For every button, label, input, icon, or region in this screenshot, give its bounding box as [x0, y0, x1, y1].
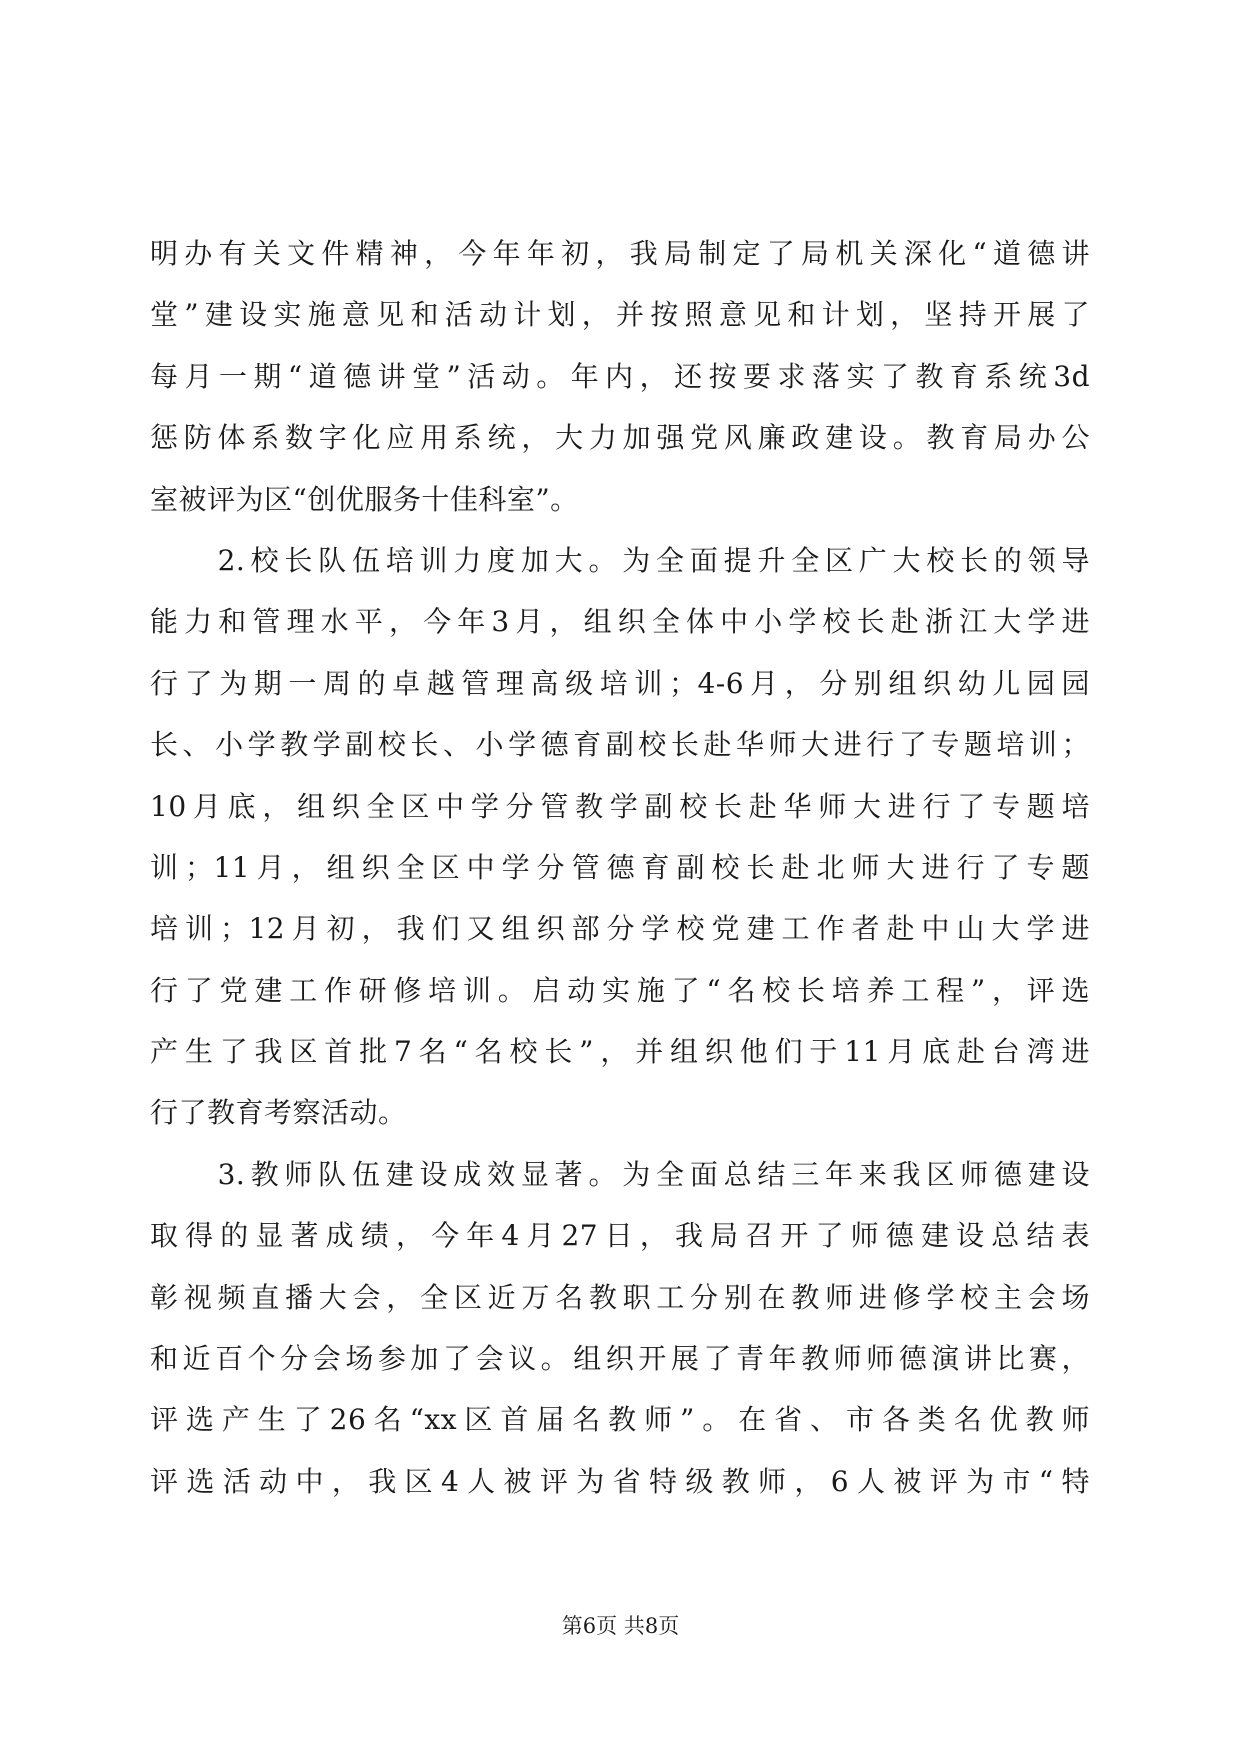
text-line: 和近百个分会场参加了会议。组织开展了青年教师师德演讲比赛，: [150, 1342, 1090, 1376]
text-line: 彰视频直播大会，全区近万名教职工分别在教师进修学校主会场: [150, 1280, 1090, 1314]
text-line: 培训；12月初，我们又组织部分学校党建工作者赴中山大学进: [150, 912, 1090, 946]
text-line: 室被评为区“创优服务十佳科室”。: [150, 482, 579, 516]
text-line: 堂”建设实施意见和活动计划，并按照意见和计划，坚持开展了: [150, 298, 1090, 332]
text-line: 评选活动中，我区4人被评为省特级教师，6人被评为市“特: [150, 1464, 1090, 1498]
text-line: 行了教育考察活动。: [150, 1096, 407, 1130]
text-line: 10月底，组织全区中学分管教学副校长赴华师大进行了专题培: [150, 789, 1090, 823]
text-line: 训；11月，组织全区中学分管德育副校长赴北师大进行了专题: [150, 850, 1090, 884]
text-line: 取得的显著成绩，今年4月27日，我局召开了师德建设总结表: [150, 1219, 1090, 1253]
text-line: 惩防体系数字化应用系统，大力加强党风廉政建设。教育局办公: [150, 421, 1090, 455]
text-line: 每月一期“道德讲堂”活动。年内，还按要求落实了教育系统3d: [150, 359, 1090, 393]
text-line: 评选产生了26名“xx区首届名教师”。在省、市各类名优教师: [150, 1403, 1090, 1437]
text-line: 明办有关文件精神，今年年初，我局制定了局机关深化“道德讲: [150, 237, 1090, 270]
text-line: 2.校长队伍培训力度加大。为全面提升全区广大校长的领导: [150, 543, 1090, 577]
text-line: 行了为期一周的卓越管理高级培训；4-6月，分别组织幼儿园园: [150, 666, 1090, 700]
text-line: 3.教师队伍建设成效显著。为全面总结三年来我区师德建设: [150, 1157, 1090, 1191]
body-text: [150, 223, 1090, 1512]
text-line: 行了党建工作研修培训。启动实施了“名校长培养工程”，评选: [150, 973, 1090, 1007]
text-line: 产生了我区首批7名“名校长”，并组织他们于11月底赴台湾进: [150, 1035, 1090, 1069]
page-footer: 第6页 共8页: [561, 1614, 680, 1638]
text-line: 长、小学教学副校长、小学德育副校长赴华师大进行了专题培训；: [150, 728, 1090, 762]
text-line: 能力和管理水平，今年3月，组织全体中小学校长赴浙江大学进: [150, 605, 1090, 639]
